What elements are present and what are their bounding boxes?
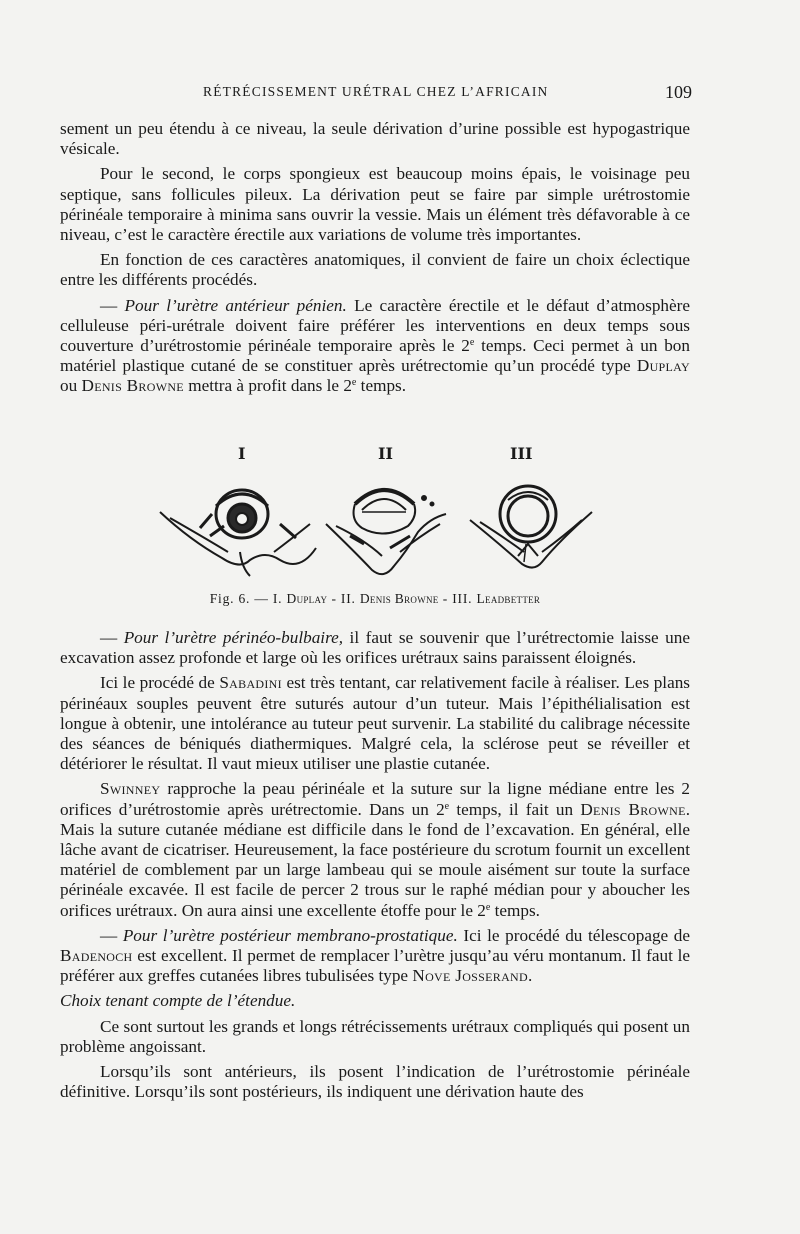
text-run: temps, il fait un — [449, 799, 581, 819]
figure-label-2: II — [378, 444, 393, 463]
page-number: 109 — [665, 82, 692, 102]
caption-author: Duplay — [286, 591, 328, 606]
figure-caption — [60, 591, 690, 607]
running-title: RÉTRÉCISSEMENT URÉTRAL CHEZ L’AFRICAIN — [203, 84, 549, 99]
superscript: e — [444, 800, 450, 812]
caption-prefix: Fig. 6. — I. — [209, 591, 287, 606]
paragraph: sement un peu étendu à ce niveau, la seule dérivation d’urine possible est hypogastrique vésicale. — [60, 119, 690, 159]
paragraph: Lorsqu’ils sont antérieurs, ils posent l’indication de l’urétrostomie périnéale définitive. Lorsqu’ils sont postérieurs, ils indiquent une dérivation haute des — [60, 1062, 690, 1102]
paragraph-swinney — [60, 779, 690, 920]
author-name: Denis Browne — [81, 376, 184, 396]
figure-label-1: I — [238, 444, 246, 463]
text-run: Le caractère érectile et le défaut d’atmosphère celluleuse péri-urétrale doivent faire préférer les interventions en deux temps sous couverture d’urétrostomie périnéale temporaire après le 2 — [60, 295, 691, 356]
paragraph: Ce sont surtout les grands et longs rétrécissements urétraux compliqués qui posent un problème angoissant. — [60, 1016, 690, 1056]
caption-separator: - III. — [438, 591, 477, 606]
paragraph-posterior — [60, 926, 690, 987]
running-header — [60, 82, 692, 108]
superscript: e — [485, 901, 491, 913]
text-run: . — [527, 966, 533, 986]
text-run: Ici le procédé du télescopage de — [457, 925, 691, 945]
dash: — — [100, 925, 123, 945]
paragraph: En fonction de ces caractères anatomiques, il convient de faire un choix éclectique entre les différents procédés. — [60, 250, 690, 290]
diagram-leadbetter — [470, 486, 592, 568]
figure-6 — [150, 440, 610, 590]
diagram-duplay — [160, 490, 316, 576]
author-name: Sabadini — [219, 673, 282, 693]
author-name: Nove Josserand — [412, 966, 528, 986]
figure-label-3: III — [510, 444, 533, 463]
section-italic: Pour l’urètre antérieur pénien. — [124, 295, 347, 315]
dash: — — [100, 628, 124, 647]
text-run: est très tentant, car relativement facile à réaliser. Les plans périnéaux souples peuvent être suturés autour d’un tuteur. Mais l’épithélialisation est longue à obtenir, une intolérance au tuteur peut survenir. La stabilité du calibrage nécessite des séances de béniqués diathermiques. Malgré cela, la sclérose peut se réveiller et détériorer le résultat. Il vaut mieux utiliser une plastie cutanée. — [60, 673, 690, 774]
surgical-diagram — [150, 440, 610, 590]
paragraph-perineo-bulbar — [60, 628, 690, 668]
author-name: Swinney — [100, 779, 161, 799]
diagram-denis-browne — [326, 490, 446, 574]
text-block-upper — [60, 119, 690, 402]
paragraph-anterior-penile — [60, 296, 690, 397]
caption-separator: - II. — [327, 591, 360, 606]
author-name: Duplay — [636, 356, 690, 376]
text-run: temps. — [356, 376, 407, 396]
caption-author: Denis Browne — [359, 591, 439, 606]
author-name: Badenoch — [60, 946, 133, 966]
text-run: . Mais la suture cutanée médiane est difficile dans le fond de l’excavation. En général, elle lâche avant de cicatriser. Heureusement, la face postérieure du scrotum fournit un excellent matériel de comblement par un large lambeau qui se moule aisément sur toute la surface périnéale excavée. Il est facile de percer 2 trous sur le raphé médian pour y aboucher les orifices urétraux. On aura ainsi une excellente étoffe pour le 2 — [60, 799, 690, 920]
text-run: temps. Ceci permet à un bon matériel plastique cutané de se constituer après urétrectomie qu’un procédé type — [60, 336, 690, 376]
text-run: il faut se souvenir que l’urétrectomie laisse une excavation assez profonde et large où les orifices urétraux sains paraissent éloignés. — [60, 628, 690, 668]
author-name: Denis Browne — [580, 799, 686, 819]
text-run: temps. — [490, 900, 540, 920]
dash: — — [100, 295, 125, 315]
section-italic: Pour l’urètre périnéo-bulbaire, — [123, 628, 344, 647]
text-run: mettra à profit dans le 2 — [183, 376, 352, 396]
superscript: e — [469, 337, 475, 349]
text-run: ou — [60, 376, 82, 396]
subheading: Choix tenant compte de l’étendue. — [60, 991, 296, 1011]
text-run: rapproche la peau périnéale et la suture sur la ligne médiane entre les 2 orifices d’urétrostomie après urétrectomie. Dans un 2 — [60, 779, 690, 819]
caption-author: Leadbetter — [476, 591, 541, 606]
text-run: est excellent. Il permet de remplacer l’urètre jusqu’au véru montanum. Il faut le préférer aux greffes cutanées libres tubulisées type — [60, 946, 690, 986]
superscript: e — [351, 377, 357, 389]
text-block-lower — [60, 628, 690, 1107]
paragraph: Pour le second, le corps spongieux est beaucoup moins épais, le voisinage peu septique, sans follicules pileux. La dérivation peut se faire par simple urétrostomie périnéale temporaire à minima sans ouvrir la vessie. Mais un élément très défavorable à ce niveau, c’est le caractère érectile aux variations de volume très importantes. — [60, 164, 690, 245]
paragraph-sabadini — [60, 673, 690, 774]
text-run: Ici le procédé de — [100, 673, 220, 693]
section-italic: Pour l’urètre postérieur membrano-prostatique. — [122, 925, 458, 945]
